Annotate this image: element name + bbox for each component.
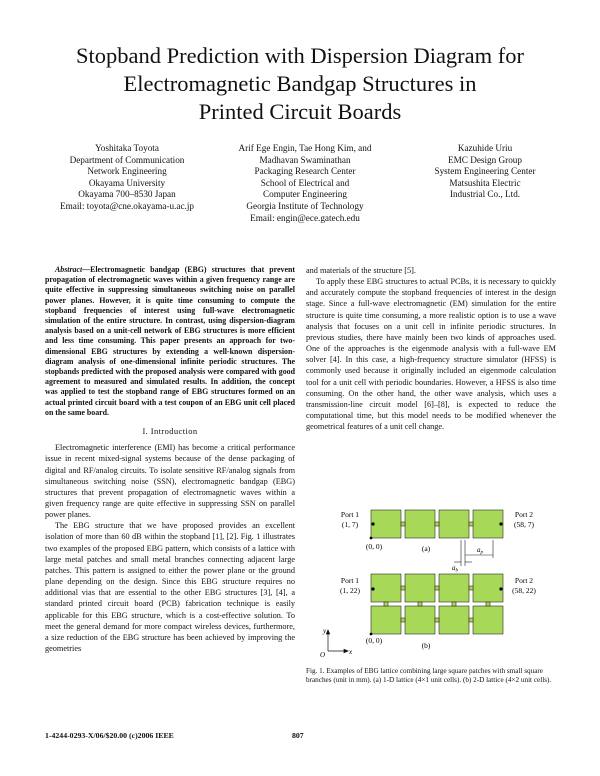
- copyright-notice: 1-4244-0293-X/06/$20.00 (c)2006 IEEE: [45, 731, 174, 740]
- author-affiliation: Matsushita Electric: [449, 177, 521, 188]
- ebg-patch: [473, 606, 503, 634]
- author-affiliation: EMC Design Group: [447, 154, 522, 165]
- ebg-branch: [435, 522, 439, 526]
- dimension-annotations: [454, 540, 493, 566]
- abstract: [45, 265, 295, 418]
- lattice-1d: [370, 510, 503, 539]
- ebg-branch: [469, 586, 473, 590]
- axes-icon: [326, 630, 348, 653]
- port-2-label: Port 2: [514, 510, 534, 519]
- port-2-marker: [499, 587, 502, 590]
- ebg-patch: [371, 606, 401, 634]
- port-1-marker: [371, 522, 374, 525]
- section-heading: I. Introduction: [142, 426, 198, 437]
- axis-origin-label: O: [320, 651, 326, 659]
- ebg-patch: [371, 574, 401, 602]
- author-name: Yoshitaka Toyota: [95, 143, 159, 153]
- author-address: Okayama 700–8530 Japan: [78, 189, 176, 200]
- author-affiliation: Computer Engineering: [263, 189, 347, 200]
- author-affiliation: Network Engineering: [87, 166, 167, 177]
- ebg-branch: [452, 602, 456, 606]
- period-label: $a_p$: [477, 546, 483, 556]
- ebg-branch: [384, 602, 388, 606]
- paragraph: To apply these EBG structures to actual PCBs, it is necessary to quickly and accurately compute the stopband frequencies of interest in the design stage. Since a full-wave electromagnetic (EM) simulation for the entire structure is quite time consuming, a more realistic option is to use a wave analysis that focuses on a unit cell in infinite periodic structures. In previous studies, there have mainly been two kinds of approaches used. One of the approaches is the eigenmode analysis with a full-wave EM solver [4]. In this case, a high-frequency structure simulator (HFSS) is commonly used because it originally included an eigenmode calculation tool for a unit cell with periodic boundaries. However, a HFSS is also time consuming. On the other hand, the other wave analysis, which uses a transmission-line circuit model [6]–[8], is expected to reduce the computational time, but this model needs to be modified whenever the geometrical features of a unit cell change.: [306, 277, 556, 432]
- branch-width-label: $a_b$: [452, 564, 458, 574]
- author-block-1: [42, 143, 212, 213]
- port-1-coord: (1, 7): [341, 520, 359, 529]
- ebg-branch: [469, 522, 473, 526]
- author-affiliation: Industrial Co., Ltd.: [449, 189, 521, 200]
- port-2-marker: [499, 522, 502, 525]
- ebg-branch: [401, 618, 405, 622]
- title-line-1: Stopband Prediction with Dispersion Diagram for: [75, 43, 525, 68]
- ebg-patch: [405, 574, 435, 602]
- author-affiliation: Packaging Research Center: [254, 166, 356, 177]
- ebg-branch: [486, 602, 490, 606]
- title-line-3: Printed Circuit Boards: [198, 99, 402, 124]
- port-1-label: Port 1: [340, 510, 360, 519]
- axis-y-label: y: [323, 627, 327, 635]
- right-column: [306, 265, 556, 432]
- paragraph: Electromagnetic interference (EMI) has become a critical performance issue in recent mixed-signal systems because of the dense packaging of digital and RF/analog circuits. To isolate sensitive RF/analog signals from simultaneous switching noise (SSN), electromagnetic bandgap (EBG) structures that prevent propagation of electromagnetic waves within a given frequency range are quite effective in suppressing SSN on parallel power planes.: [45, 443, 295, 520]
- ebg-patch: [405, 606, 435, 634]
- abstract-text: —Electromagnetic bandgap (EBG) structures that prevent propagation of electromagnetic waves within a given frequency range are quite effective in suppressing simultaneous switching noise on parallel power planes. However, it is quite time consuming to compute the stopband frequencies of interest using full-wave electromagnetic simulation of the entire structure. In contrast, using dispersion-diagram analysis based on a unit-cell network of EBG structures is more efficient and less time consuming. This paper presents an approach for two-dimensional EBG structures by extending a well-known dispersion-diagram analysis of one-dimensional infinite periodic structures. The stopbands predicted with the proposed analysis were compared with good agreement to measured and simulated results. In addition, the concept was applied to test the stopband range of EBG structures formed on an actual printed circuit board with a test coupon of an EBG unit cell placed on the same board.: [45, 265, 295, 417]
- subfigure-a-label: (a): [421, 544, 431, 553]
- port-1-coord: (1, 22): [340, 586, 360, 595]
- left-column: [45, 265, 295, 654]
- author-name: Madhavan Swaminathan: [259, 154, 351, 165]
- ebg-patch: [473, 510, 503, 538]
- author-email[interactable]: Email: engin@ece.gatech.edu: [250, 212, 360, 223]
- port-2-coord: (58, 22): [512, 586, 536, 595]
- author-block-2: [220, 143, 390, 224]
- author-affiliation: Okayama University: [88, 177, 166, 188]
- author-affiliation: Georgia Institute of Technology: [246, 200, 364, 211]
- paragraph: and materials of the structure [5].: [306, 266, 416, 275]
- abstract-label: Abstract: [55, 265, 83, 274]
- ebg-branch: [435, 618, 439, 622]
- ebg-branch: [418, 602, 422, 606]
- paragraph: The EBG structure that we have proposed provides an excellent isolation of more than 60 dB within the stopband [1], [2]. Fig. 1 illustrates two examples of the proposed EBG pattern, which consists of a lattice with large metal patches and small metal branches connecting adjacent large patches. This pattern is assigned to either the power plane or the ground plane depending on the design. Since this EBG structure requires no additional vias that are essential to the other EBG structures [3], [4], a standard printed circuit board (PCB) fabrication technique is easily applicable for this EBG structure, which is a cost-effective solution. To meet the general demand for more compact wireless devices, furthermore, a size reduction of the EBG structure has been achieved by improving the geometries: [45, 521, 295, 654]
- origin-marker: [370, 537, 373, 540]
- origin-label: (0, 0): [365, 636, 383, 645]
- subfigure-b-label: (b): [421, 641, 431, 650]
- figure-caption: Fig. 1. Examples of EBG lattice combining large square patches with small square branches (unit in mm). (a) 1-D lattice (4×1 unit cells). (b) 2-D lattice (4×2 unit cells).: [306, 667, 552, 684]
- lattice-2d: [370, 574, 503, 635]
- origin-label: (0, 0): [365, 542, 383, 551]
- page-number: 807: [292, 731, 304, 740]
- author-affiliation: System Engineering Center: [434, 166, 536, 177]
- title-line-2: Electromagnetic Bandgap Structures in: [123, 71, 477, 96]
- paper-title: [40, 42, 560, 126]
- port-2-label: Port 2: [514, 576, 534, 585]
- ebg-patch: [439, 606, 469, 634]
- ebg-patch: [439, 574, 469, 602]
- ebg-patch: [371, 510, 401, 538]
- port-1-marker: [371, 587, 374, 590]
- author-name: Arif Ege Engin, Tae Hong Kim, and: [238, 143, 372, 153]
- ebg-patch: [473, 574, 503, 602]
- author-name: Kazuhide Uriu: [457, 143, 513, 153]
- origin-marker: [370, 633, 373, 636]
- ebg-branch: [401, 522, 405, 526]
- port-2-coord: (58, 7): [514, 520, 534, 529]
- author-email[interactable]: Email: toyota@cne.okayama-u.ac.jp: [60, 200, 194, 211]
- author-block-3: [400, 143, 570, 201]
- ebg-branch: [435, 586, 439, 590]
- ebg-branch: [469, 618, 473, 622]
- author-affiliation: Department of Communication: [69, 154, 185, 165]
- axis-x-label: x: [349, 648, 353, 656]
- ebg-patch: [439, 510, 469, 538]
- ebg-patch: [405, 510, 435, 538]
- ebg-branch: [401, 586, 405, 590]
- author-affiliation: School of Electrical and: [260, 177, 350, 188]
- port-1-label: Port 1: [340, 576, 360, 585]
